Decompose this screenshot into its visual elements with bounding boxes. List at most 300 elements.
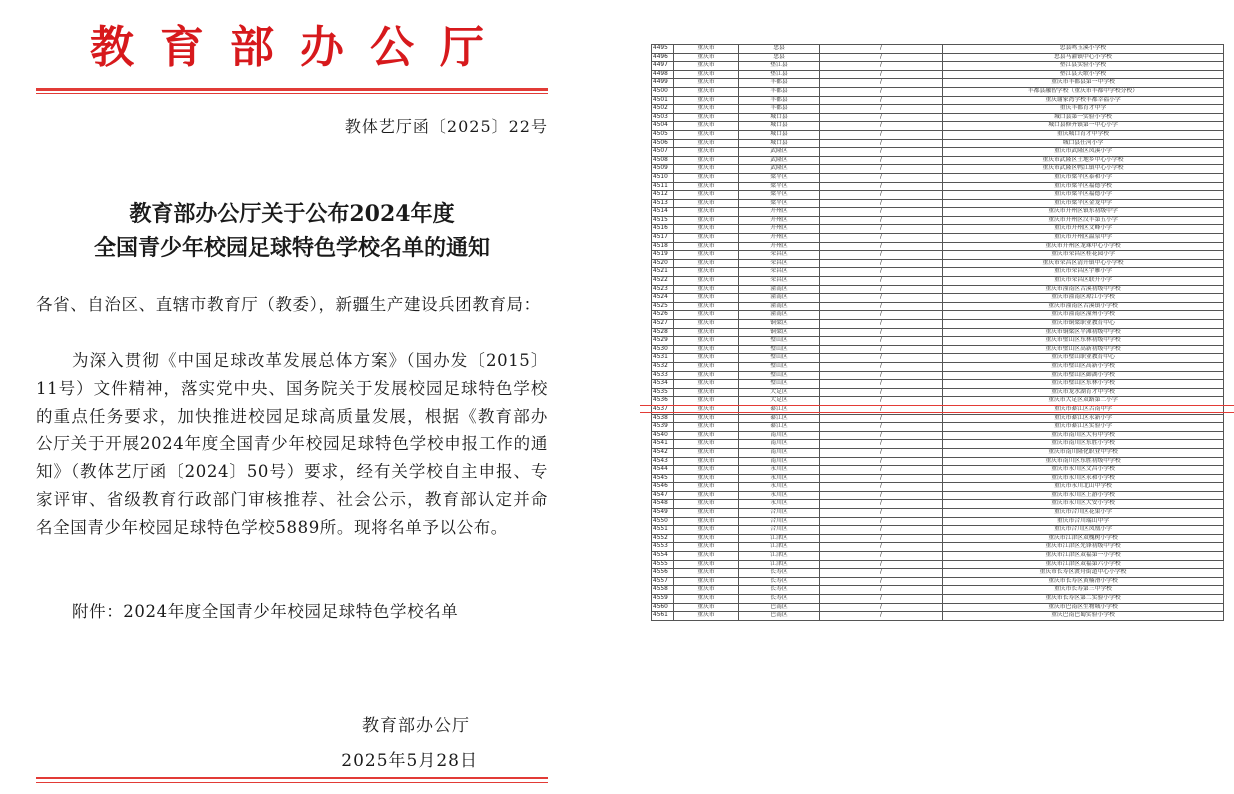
row-number: 4551 <box>652 526 674 535</box>
province: 重庆市 <box>674 517 739 526</box>
sub-column: / <box>820 423 943 432</box>
school-name: 重庆市荣昌区宇雁小学 <box>943 268 1224 277</box>
sub-column: / <box>820 397 943 406</box>
table-row <box>652 45 1224 54</box>
sub-column: / <box>820 302 943 311</box>
school-name: 重庆市江津区先锋初级中学校 <box>943 543 1224 552</box>
table-row <box>652 208 1224 217</box>
district: 开州区 <box>739 225 820 234</box>
district: 綦江区 <box>739 414 820 423</box>
sub-column: / <box>820 560 943 569</box>
province: 重庆市 <box>674 328 739 337</box>
sub-column: / <box>820 569 943 578</box>
district: 武隆区 <box>739 156 820 165</box>
row-number: 4497 <box>652 62 674 71</box>
row-number: 4512 <box>652 191 674 200</box>
district: 潼南区 <box>739 294 820 303</box>
school-name: 重庆市梁平区福德小学 <box>943 191 1224 200</box>
district: 巴南区 <box>739 612 820 621</box>
row-number: 4531 <box>652 354 674 363</box>
notice-title-line2: 全国青少年校园足球特色学校名单的通知 <box>93 235 490 261</box>
table-row <box>652 320 1224 329</box>
province: 重庆市 <box>674 337 739 346</box>
province: 重庆市 <box>674 156 739 165</box>
province: 重庆市 <box>674 70 739 79</box>
district: 城口县 <box>739 130 820 139</box>
school-name: 重庆市铜梁职业教育中心 <box>943 320 1224 329</box>
row-number: 4536 <box>652 397 674 406</box>
table-row <box>652 105 1224 114</box>
table-row <box>652 586 1224 595</box>
table-row <box>652 371 1224 380</box>
sub-column: / <box>820 595 943 604</box>
table-row <box>652 268 1224 277</box>
sub-column: / <box>820 509 943 518</box>
row-number: 4514 <box>652 208 674 217</box>
province: 重庆市 <box>674 234 739 243</box>
province: 重庆市 <box>674 397 739 406</box>
sub-column: / <box>820 216 943 225</box>
table-row <box>652 148 1224 157</box>
school-name: 重庆市永川区文昌小学校 <box>943 466 1224 475</box>
province: 重庆市 <box>674 208 739 217</box>
table-row <box>652 534 1224 543</box>
district: 巴南区 <box>739 603 820 612</box>
school-name: 重庆市潼南区琼江小学校 <box>943 294 1224 303</box>
district: 梁平区 <box>739 182 820 191</box>
attachment-line: 附件：2024年度全国青少年校园足球特色学校名单 <box>72 602 459 621</box>
row-number: 4554 <box>652 552 674 561</box>
school-name: 重庆市璧山区高新初级中学校 <box>943 345 1224 354</box>
row-number: 4519 <box>652 251 674 260</box>
district: 潼南区 <box>739 311 820 320</box>
province: 重庆市 <box>674 569 739 578</box>
row-number: 4561 <box>652 612 674 621</box>
row-number: 4550 <box>652 517 674 526</box>
row-number: 4513 <box>652 199 674 208</box>
school-name: 重庆市开州区龙珠中心小学校 <box>943 242 1224 251</box>
district: 垫江县 <box>739 70 820 79</box>
district: 梁平区 <box>739 173 820 182</box>
district: 长寿区 <box>739 595 820 604</box>
row-number: 4510 <box>652 173 674 182</box>
table-row <box>652 53 1224 62</box>
sub-column: / <box>820 337 943 346</box>
sub-column: / <box>820 182 943 191</box>
district: 江津区 <box>739 560 820 569</box>
province: 重庆市 <box>674 560 739 569</box>
district: 南川区 <box>739 440 820 449</box>
header-rule-thick <box>36 88 548 91</box>
table-row <box>652 96 1224 105</box>
school-name: 重庆市武隆区土地乡中心小学校 <box>943 156 1224 165</box>
sub-column: / <box>820 173 943 182</box>
school-name: 重庆市巴南区生物城小学校 <box>943 603 1224 612</box>
district: 梁平区 <box>739 199 820 208</box>
school-name: 丰都县融智学校（重庆市丰都中学校分校） <box>943 87 1224 96</box>
row-number: 4503 <box>652 113 674 122</box>
table-row <box>652 113 1224 122</box>
school-name: 垫江县实验小学校 <box>943 62 1224 71</box>
table-row <box>652 414 1224 423</box>
table-row <box>652 569 1224 578</box>
province: 重庆市 <box>674 577 739 586</box>
district: 江津区 <box>739 543 820 552</box>
sub-column: / <box>820 577 943 586</box>
district: 荣昌区 <box>739 251 820 260</box>
sub-column: / <box>820 191 943 200</box>
district: 永川区 <box>739 483 820 492</box>
issuer-header: 教育部办公厅 <box>90 22 510 73</box>
school-name: 重庆市荣昌区联升小学 <box>943 277 1224 286</box>
school-name: 重庆市合川区花果小学 <box>943 509 1224 518</box>
table-row <box>652 474 1224 483</box>
province: 重庆市 <box>674 165 739 174</box>
school-name: 重庆市潼南区潼州小学校 <box>943 311 1224 320</box>
sub-column: / <box>820 251 943 260</box>
sub-column: / <box>820 543 943 552</box>
table-row <box>652 405 1224 414</box>
row-number: 4501 <box>652 96 674 105</box>
row-number: 4517 <box>652 234 674 243</box>
school-name: 重庆市綦江区永新小学 <box>943 414 1224 423</box>
school-name: 重庆市綦江区实验小学 <box>943 423 1224 432</box>
province: 重庆市 <box>674 130 739 139</box>
row-number: 4495 <box>652 45 674 54</box>
province: 重庆市 <box>674 53 739 62</box>
province: 重庆市 <box>674 388 739 397</box>
table-row <box>652 509 1224 518</box>
table-row <box>652 337 1224 346</box>
school-name: 重庆市梁平区金龙中学 <box>943 199 1224 208</box>
table-row <box>652 595 1224 604</box>
table-row <box>652 234 1224 243</box>
row-number: 4511 <box>652 182 674 191</box>
table-row <box>652 345 1224 354</box>
sub-column: / <box>820 500 943 509</box>
school-name: 重庆巴南巴蜀实验小学校 <box>943 612 1224 621</box>
school-name: 垫江县天歌小学校 <box>943 70 1224 79</box>
sub-column: / <box>820 328 943 337</box>
sub-column: / <box>820 448 943 457</box>
district: 大足区 <box>739 397 820 406</box>
row-number: 4524 <box>652 294 674 303</box>
school-name: 重庆市梁平区泰和小学 <box>943 173 1224 182</box>
sub-column: / <box>820 483 943 492</box>
row-number: 4547 <box>652 491 674 500</box>
province: 重庆市 <box>674 45 739 54</box>
table-row <box>652 173 1224 182</box>
province: 重庆市 <box>674 242 739 251</box>
school-name: 重庆丰都育才中学 <box>943 105 1224 114</box>
row-number: 4502 <box>652 105 674 114</box>
sub-column: / <box>820 139 943 148</box>
table-row <box>652 500 1224 509</box>
district: 大足区 <box>739 388 820 397</box>
row-number: 4515 <box>652 216 674 225</box>
district: 武隆区 <box>739 165 820 174</box>
district: 忠县 <box>739 53 820 62</box>
table-row <box>652 354 1224 363</box>
school-name: 重庆市丰都县第一中学校 <box>943 79 1224 88</box>
row-number: 4504 <box>652 122 674 131</box>
school-name: 重庆市南川区东胜初级中学校 <box>943 457 1224 466</box>
table-row <box>652 294 1224 303</box>
school-name: 重庆市长寿区第二实验小学校 <box>943 595 1224 604</box>
row-number: 4505 <box>652 130 674 139</box>
district: 永川区 <box>739 466 820 475</box>
district: 璧山区 <box>739 371 820 380</box>
school-name: 城口县任河小学 <box>943 139 1224 148</box>
row-number: 4508 <box>652 156 674 165</box>
school-name: 重庆市江津区双槐树小学校 <box>943 534 1224 543</box>
row-number: 4538 <box>652 414 674 423</box>
school-name: 重庆市大足区双路第二小学 <box>943 397 1224 406</box>
table-row <box>652 483 1224 492</box>
footer-rule-thin <box>36 782 548 783</box>
school-name: 重庆市荣昌区清升镇中心小学校 <box>943 259 1224 268</box>
table-row <box>652 397 1224 406</box>
row-number: 4535 <box>652 388 674 397</box>
header-rule-thin <box>36 93 548 94</box>
district: 潼南区 <box>739 285 820 294</box>
sub-column: / <box>820 586 943 595</box>
row-number: 4541 <box>652 440 674 449</box>
district: 城口县 <box>739 122 820 131</box>
sub-column: / <box>820 234 943 243</box>
sub-column: / <box>820 285 943 294</box>
province: 重庆市 <box>674 191 739 200</box>
school-name: 重庆市开州区镇东初级中学 <box>943 208 1224 217</box>
province: 重庆市 <box>674 173 739 182</box>
table-row <box>652 457 1224 466</box>
sub-column: / <box>820 165 943 174</box>
table-row <box>652 216 1224 225</box>
province: 重庆市 <box>674 320 739 329</box>
school-name: 重庆市开州区温泉中学 <box>943 234 1224 243</box>
footer-rule-thick <box>36 777 548 779</box>
right-page-table <box>651 44 1220 621</box>
district: 垫江县 <box>739 62 820 71</box>
table-row <box>652 388 1224 397</box>
sub-column: / <box>820 62 943 71</box>
sub-column: / <box>820 380 943 389</box>
sub-column: / <box>820 199 943 208</box>
school-name: 重庆市开州区汉丰第五小学 <box>943 216 1224 225</box>
table-row <box>652 165 1224 174</box>
province: 重庆市 <box>674 199 739 208</box>
province: 重庆市 <box>674 552 739 561</box>
province: 重庆市 <box>674 345 739 354</box>
district: 忠县 <box>739 45 820 54</box>
row-number: 4522 <box>652 277 674 286</box>
school-name: 重庆市南川隆化职业中学校 <box>943 448 1224 457</box>
sub-column: / <box>820 431 943 440</box>
row-number: 4553 <box>652 543 674 552</box>
district: 璧山区 <box>739 362 820 371</box>
province: 重庆市 <box>674 216 739 225</box>
row-number: 4555 <box>652 560 674 569</box>
province: 重庆市 <box>674 371 739 380</box>
school-name: 重庆城口育才中学校 <box>943 130 1224 139</box>
province: 重庆市 <box>674 294 739 303</box>
table-row <box>652 362 1224 371</box>
sub-column: / <box>820 259 943 268</box>
province: 重庆市 <box>674 448 739 457</box>
table-row <box>652 242 1224 251</box>
row-number: 4556 <box>652 569 674 578</box>
notice-title-line1: 教育部办公厅关于公布2024年度 <box>129 201 455 227</box>
school-name: 忠县马灌镇中心小学校 <box>943 53 1224 62</box>
row-number: 4560 <box>652 603 674 612</box>
school-name: 重庆市武隆区凤溪小学 <box>943 148 1224 157</box>
table-row <box>652 560 1224 569</box>
province: 重庆市 <box>674 79 739 88</box>
sub-column: / <box>820 517 943 526</box>
row-number: 4540 <box>652 431 674 440</box>
school-name: 重庆市璧山职业教育中心 <box>943 354 1224 363</box>
district: 綦江区 <box>739 405 820 414</box>
row-number: 4529 <box>652 337 674 346</box>
province: 重庆市 <box>674 251 739 260</box>
school-name: 重庆市龙水湖育才中学校 <box>943 388 1224 397</box>
table-row <box>652 431 1224 440</box>
sub-column: / <box>820 294 943 303</box>
sub-column: / <box>820 534 943 543</box>
district: 开州区 <box>739 242 820 251</box>
province: 重庆市 <box>674 311 739 320</box>
school-name: 重庆市长寿区黄楠滑小学校 <box>943 577 1224 586</box>
sub-column: / <box>820 96 943 105</box>
sub-column: / <box>820 79 943 88</box>
document-number: 教体艺厅函〔2025〕22号 <box>344 117 548 136</box>
province: 重庆市 <box>674 148 739 157</box>
school-name: 重庆市梁平区福德学校 <box>943 182 1224 191</box>
province: 重庆市 <box>674 302 739 311</box>
province: 重庆市 <box>674 62 739 71</box>
province: 重庆市 <box>674 268 739 277</box>
sub-column: / <box>820 156 943 165</box>
school-name: 重庆市南川区东胜小学校 <box>943 440 1224 449</box>
district: 潼南区 <box>739 302 820 311</box>
district: 江津区 <box>739 552 820 561</box>
sub-column: / <box>820 388 943 397</box>
province: 重庆市 <box>674 105 739 114</box>
row-number: 4516 <box>652 225 674 234</box>
row-number: 4552 <box>652 534 674 543</box>
table-row <box>652 466 1224 475</box>
province: 重庆市 <box>674 423 739 432</box>
row-number: 4539 <box>652 423 674 432</box>
row-number: 4544 <box>652 466 674 475</box>
province: 重庆市 <box>674 466 739 475</box>
table-row <box>652 517 1224 526</box>
school-list-table <box>651 44 1224 621</box>
school-name: 重庆市江津区双福第一小学校 <box>943 552 1224 561</box>
school-name: 重庆市荣昌区桂花园小学 <box>943 251 1224 260</box>
table-row <box>652 130 1224 139</box>
province: 重庆市 <box>674 526 739 535</box>
province: 重庆市 <box>674 586 739 595</box>
sub-column: / <box>820 148 943 157</box>
row-number: 4496 <box>652 53 674 62</box>
district: 合川区 <box>739 509 820 518</box>
district: 南川区 <box>739 448 820 457</box>
row-number: 4523 <box>652 285 674 294</box>
district: 綦江区 <box>739 423 820 432</box>
district: 璧山区 <box>739 354 820 363</box>
sub-column: / <box>820 466 943 475</box>
school-name: 重庆市永川区永和小学校 <box>943 474 1224 483</box>
school-name: 重庆市永川区上游小学校 <box>943 491 1224 500</box>
province: 重庆市 <box>674 474 739 483</box>
signer: 教育部办公厅 <box>362 716 470 736</box>
sub-column: / <box>820 130 943 139</box>
province: 重庆市 <box>674 87 739 96</box>
province: 重庆市 <box>674 612 739 621</box>
district: 丰都县 <box>739 96 820 105</box>
table-row <box>652 577 1224 586</box>
table-row <box>652 302 1224 311</box>
province: 重庆市 <box>674 362 739 371</box>
sub-column: / <box>820 612 943 621</box>
table-row <box>652 199 1224 208</box>
district: 南川区 <box>739 431 820 440</box>
sub-column: / <box>820 320 943 329</box>
school-name: 重庆市綦江区古南中学 <box>943 405 1224 414</box>
district: 荣昌区 <box>739 259 820 268</box>
notice-body: 为深入贯彻《中国足球改革发展总体方案》（国办发〔2015〕11号）文件精神，落实党中央、国务院关于发展校园足球特色学校的重点任务要求，加快推进校园足球高质量发展，根据《教育部办公厅关于开展2024年度全国青少年校园足球特色学校申报工作的通知》（教体艺厅函〔2024〕50号）要求，经有关学校自主申报、专家评审、省级教育行政部门审核推荐、社会公示，教育部认定并命名全国青少年校园足球特色学校5889所。现将名单予以公布。 <box>36 351 548 537</box>
sub-column: / <box>820 208 943 217</box>
row-number: 4532 <box>652 362 674 371</box>
row-number: 4528 <box>652 328 674 337</box>
row-number: 4520 <box>652 259 674 268</box>
district: 城口县 <box>739 139 820 148</box>
row-number: 4549 <box>652 509 674 518</box>
sub-column: / <box>820 242 943 251</box>
district: 开州区 <box>739 216 820 225</box>
school-name: 重庆市武隆区鸭江镇中心小学校 <box>943 165 1224 174</box>
district: 荣昌区 <box>739 277 820 286</box>
sub-column: / <box>820 603 943 612</box>
province: 重庆市 <box>674 139 739 148</box>
table-row <box>652 251 1224 260</box>
table-row <box>652 543 1224 552</box>
sub-column: / <box>820 414 943 423</box>
row-number: 4530 <box>652 345 674 354</box>
row-number: 4542 <box>652 448 674 457</box>
row-number: 4509 <box>652 165 674 174</box>
sub-column: / <box>820 362 943 371</box>
sub-column: / <box>820 53 943 62</box>
row-number: 4500 <box>652 87 674 96</box>
table-row <box>652 612 1224 621</box>
district: 永川区 <box>739 474 820 483</box>
table-row <box>652 311 1224 320</box>
school-name: 重庆市璧山区东林小学校 <box>943 380 1224 389</box>
province: 重庆市 <box>674 543 739 552</box>
row-number: 4518 <box>652 242 674 251</box>
table-row <box>652 277 1224 286</box>
province: 重庆市 <box>674 595 739 604</box>
province: 重庆市 <box>674 457 739 466</box>
province: 重庆市 <box>674 534 739 543</box>
left-page <box>0 0 600 794</box>
sub-column: / <box>820 552 943 561</box>
province: 重庆市 <box>674 431 739 440</box>
sub-column: / <box>820 371 943 380</box>
sub-column: / <box>820 122 943 131</box>
